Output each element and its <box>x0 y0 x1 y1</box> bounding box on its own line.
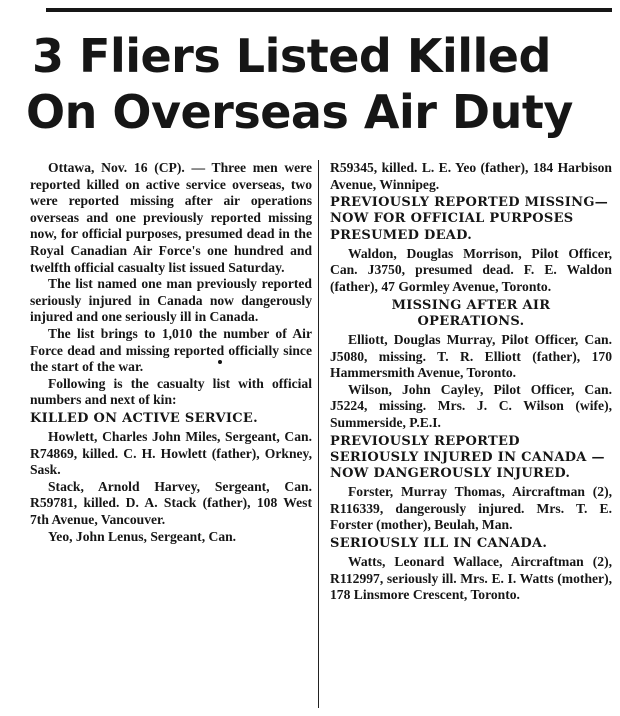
column-rule <box>318 160 319 708</box>
casualty-entry: Elliott, Douglas Murray, Pilot Officer, Can. J5080, missing. T. R. Elliott (father), 170 Hammersmith Avenue, Toronto. <box>330 331 612 381</box>
casualty-entry: Watts, Leonard Wallace, Aircraftman (2), R112997, seriously ill. Mrs. E. I. Watts (mother), 178 Linsmore Crescent, Toronto. <box>330 554 612 603</box>
section-heading-missing-line-2: OPERATIONS. <box>417 313 525 329</box>
section-heading-seriously-ill: SERIOUSLY ILL IN CANADA. <box>330 535 548 551</box>
casualty-entry: Stack, Arnold Harvey, Sergeant, Can. R59781, killed. D. A. Stack (father), 108 West 7th Avenue, Vancouver. <box>30 478 312 528</box>
section-heading-killed: KILLED ON ACTIVE SERVICE. <box>30 410 258 426</box>
left-column <box>30 160 312 545</box>
casualty-entry: Howlett, Charles John Miles, Sergeant, Can. R74869, killed. C. H. Howlett (father), Orkney, Sask. <box>30 429 312 478</box>
paragraph-4: Following is the casualty list with official numbers and next of kin: <box>30 375 312 408</box>
dateline: Ottawa, Nov. 16 (CP). — <box>48 160 206 175</box>
headline-line-1: 3 Fliers Listed Killed <box>32 29 551 83</box>
casualty-entry: Waldon, Douglas Morrison, Pilot Officer, Can. J3750, presumed dead. F. E. Waldon (father), 47 Gormley Avenue, Toronto. <box>330 245 612 294</box>
headline <box>22 28 612 140</box>
section-heading-presumed-dead: PREVIOUSLY REPORTED MISSING—NOW FOR OFFICIAL PURPOSES PRESUMED DEAD. <box>330 195 609 243</box>
paragraph-3: The list brings to 1,010 the number of Air Force dead and missing reported officially since the start of the war. <box>30 325 312 375</box>
lead-text: Three men were reported killed on active service overseas, two were reported missing after air operations overseas and one previously reported missing now, for official purposes, presumed dead in the Royal Canadian Air Force's one hundred and twelfth official casualty list issued Saturday. <box>30 160 313 275</box>
section-heading-missing-line-1: MISSING AFTER AIR <box>391 297 551 313</box>
paragraph-2: The list named one man previously reported seriously injured in Canada now dangerously injured and one seriously ill in Canada. <box>30 276 312 325</box>
right-column <box>330 160 612 604</box>
lead-paragraph <box>30 160 312 276</box>
top-rule <box>46 8 612 12</box>
casualty-entry: Yeo, John Lenus, Sergeant, Can. <box>48 528 237 544</box>
ink-dot <box>218 360 222 364</box>
section-heading-missing <box>330 298 612 330</box>
casualty-entry-continued: R59345, killed. L. E. Yeo (father), 184 Harbison Avenue, Winnipeg. <box>330 160 612 192</box>
casualty-entry: Forster, Murray Thomas, Aircraftman (2), R116339, dangerously injured. Mrs. T. E. Forster (mother), Beulah, Man. <box>330 484 612 533</box>
headline-line-2: On Overseas Air Duty <box>26 85 573 139</box>
casualty-entry: Wilson, John Cayley, Pilot Officer, Can. J5224, missing. Mrs. J. C. Wilson (wife), Summerside, P.E.I. <box>330 381 612 430</box>
section-heading-dangerously-injured: PREVIOUSLY REPORTED SERIOUSLY INJURED IN CANADA — NOW DANGEROUSLY INJURED. <box>330 433 605 481</box>
